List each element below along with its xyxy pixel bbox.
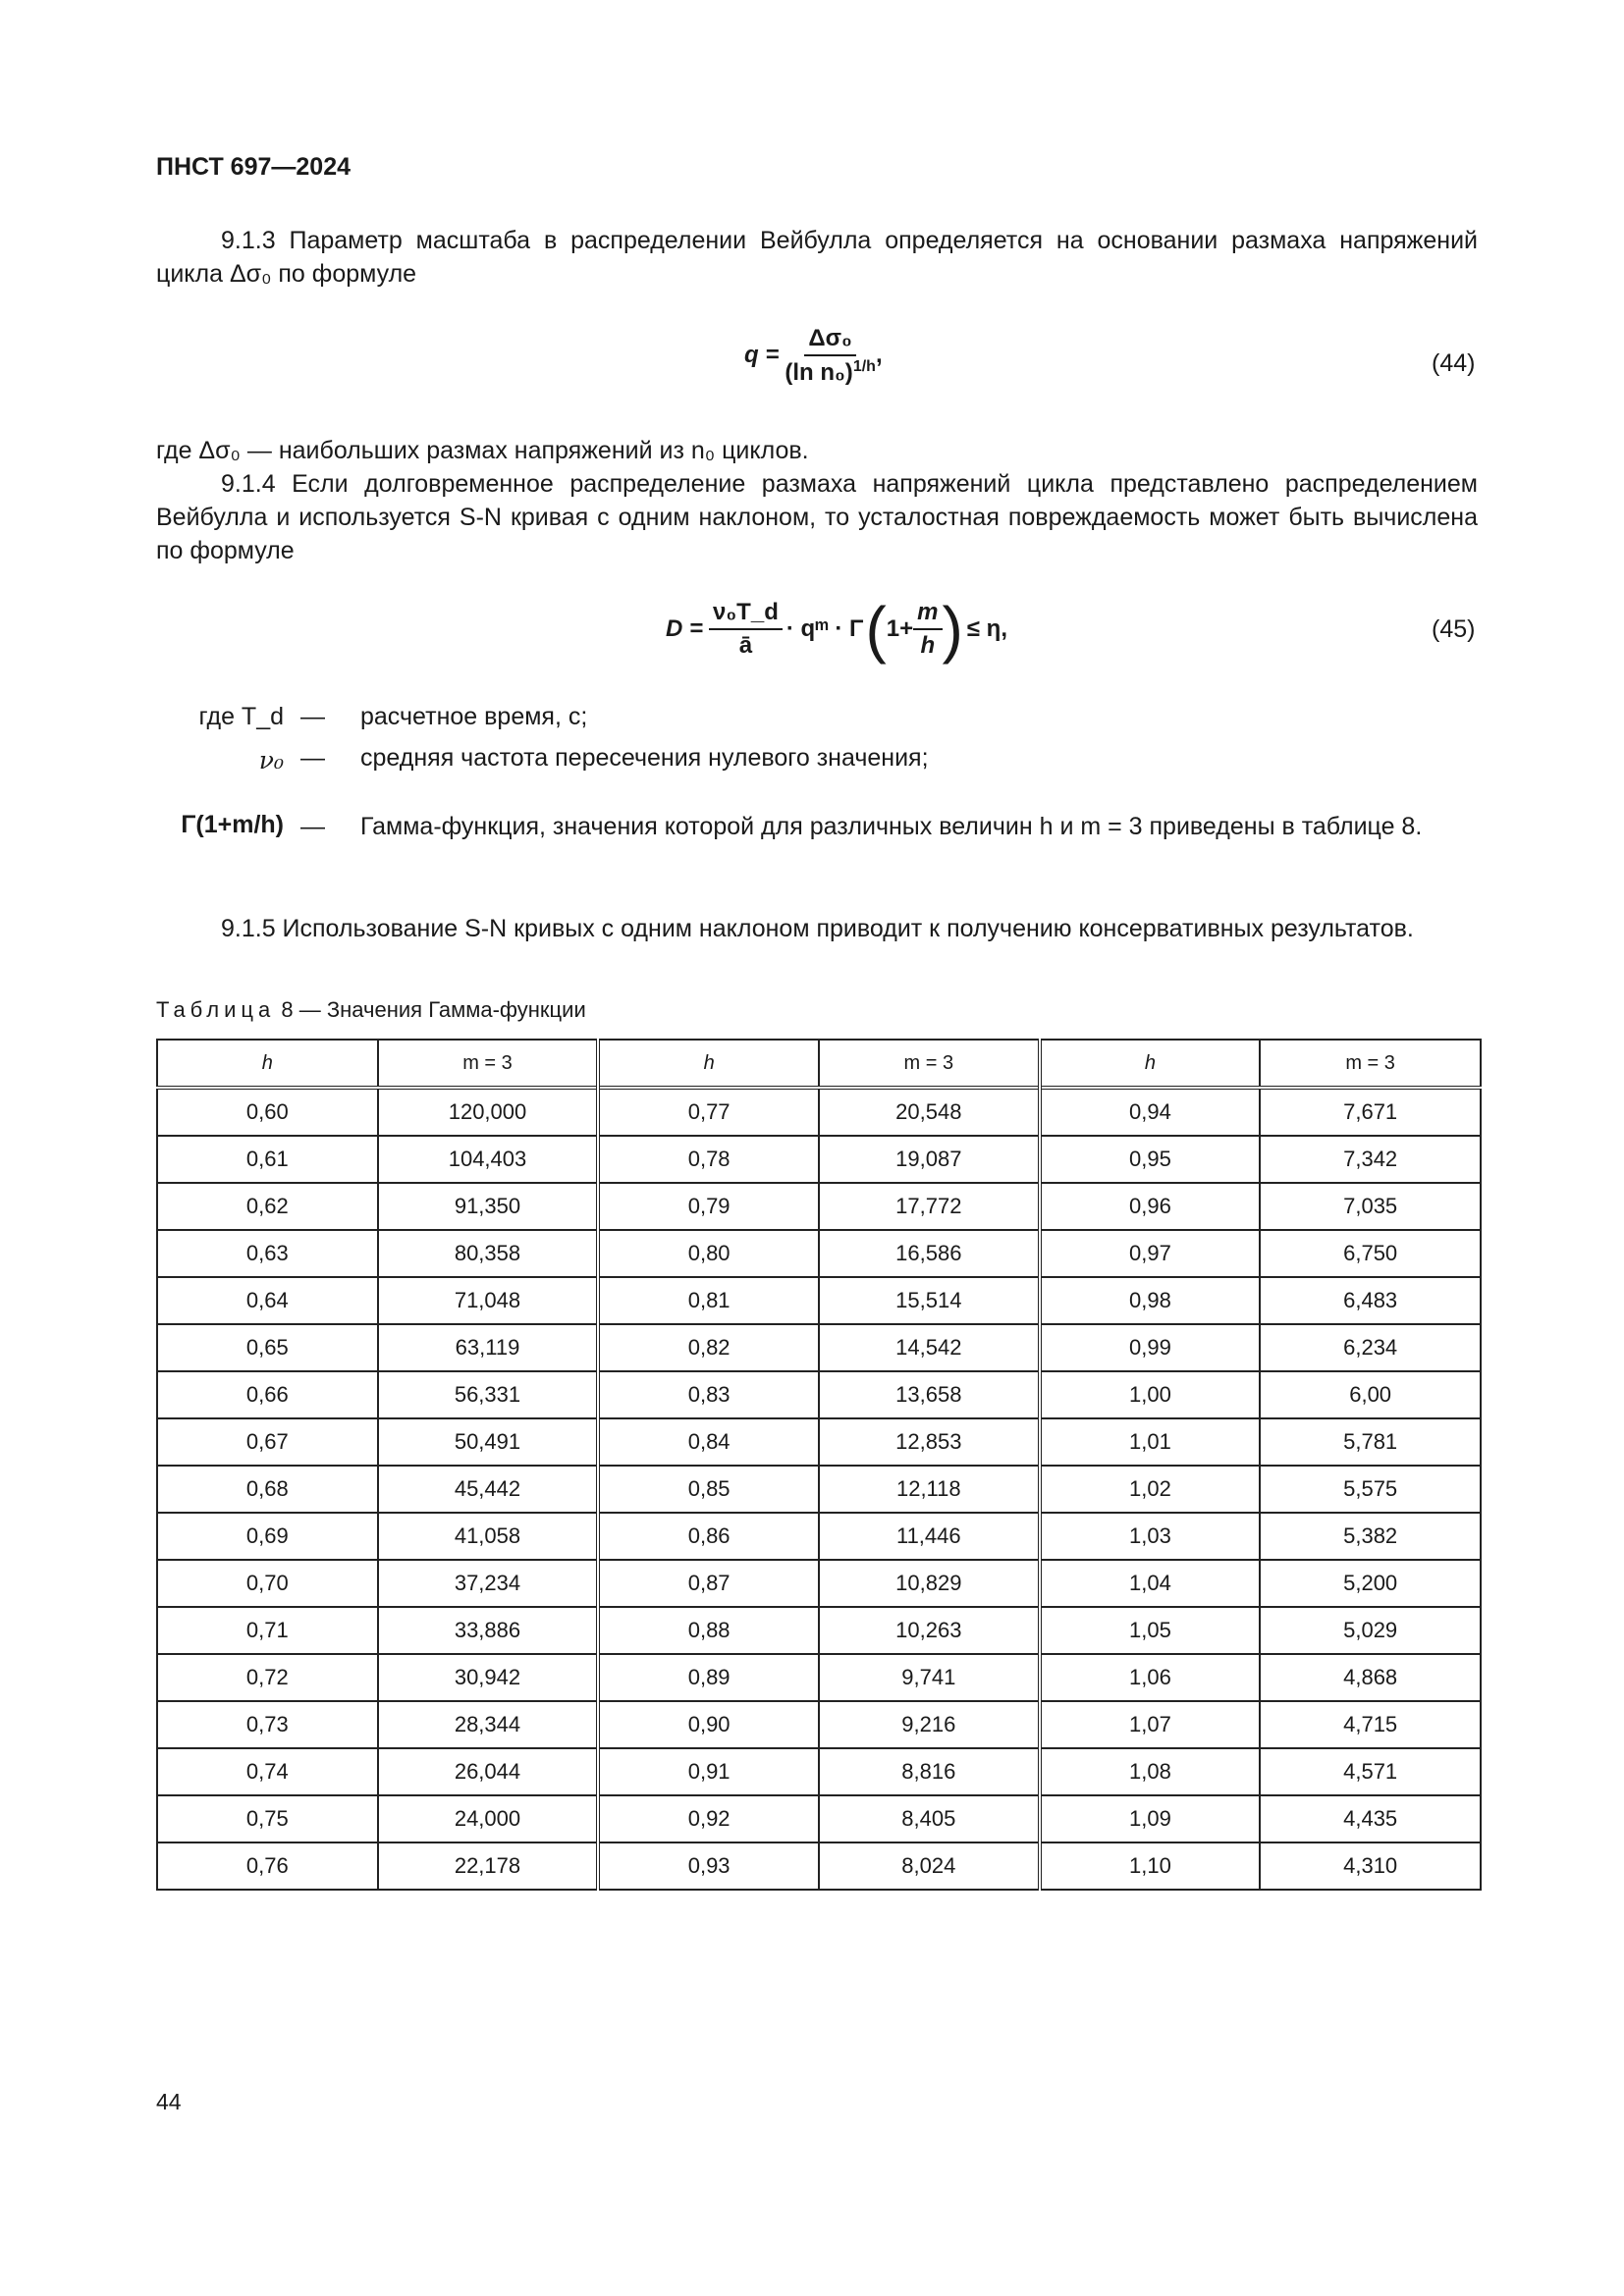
table-cell: 15,514 bbox=[819, 1277, 1040, 1324]
table-cell: 7,671 bbox=[1260, 1088, 1481, 1136]
table-cell: 0,78 bbox=[598, 1136, 819, 1183]
table-row bbox=[157, 1371, 1481, 1418]
table-cell: 50,491 bbox=[378, 1418, 599, 1466]
table-row bbox=[157, 1748, 1481, 1795]
table-cell: 0,90 bbox=[598, 1701, 819, 1748]
table-cell: 1,04 bbox=[1040, 1560, 1261, 1607]
table-cell: 0,70 bbox=[157, 1560, 378, 1607]
table-cell: 0,92 bbox=[598, 1795, 819, 1842]
table-row bbox=[157, 1607, 1481, 1654]
formula-45-inner-den: h bbox=[920, 632, 936, 659]
table-row bbox=[157, 1088, 1481, 1136]
legend-text-gamma: Гамма-функция, значения которой для различных величин h и m = 3 приведены в таблице 8. bbox=[360, 813, 1423, 840]
table-cell: 6,483 bbox=[1260, 1277, 1481, 1324]
table-cell: 0,87 bbox=[598, 1560, 819, 1607]
legend-symbol-nu0: ν₀ bbox=[258, 746, 284, 774]
paragraph-9-1-4: 9.1.4 Если долговременное распределение размаха напряжений цикла представлено распределением Вейбулла и используется S-N кривая с одним наклоном, то усталостная повреждаемость может быть вычислена по формуле bbox=[156, 470, 1478, 564]
table-cell: 0,98 bbox=[1040, 1277, 1261, 1324]
table-cell: 0,69 bbox=[157, 1513, 378, 1560]
table-cell: 0,77 bbox=[598, 1088, 819, 1136]
table-cell: 19,087 bbox=[819, 1136, 1040, 1183]
formula-44-trail: , bbox=[875, 342, 883, 368]
table-cell: 6,750 bbox=[1260, 1230, 1481, 1277]
table-8 bbox=[156, 1039, 1482, 1891]
formula-44-lhs: q = bbox=[744, 342, 780, 368]
table-cell: 14,542 bbox=[819, 1324, 1040, 1371]
table-cell: 91,350 bbox=[378, 1183, 599, 1230]
page-number: 44 bbox=[156, 2089, 182, 2114]
table-cell: 1,05 bbox=[1040, 1607, 1261, 1654]
table-cell: 1,02 bbox=[1040, 1466, 1261, 1513]
table-cell: 0,75 bbox=[157, 1795, 378, 1842]
table-cell: 16,586 bbox=[819, 1230, 1040, 1277]
table-cell: 0,89 bbox=[598, 1654, 819, 1701]
table-cell: 63,119 bbox=[378, 1324, 599, 1371]
formula-44-number: (44) bbox=[1432, 349, 1476, 377]
table-cell: 13,658 bbox=[819, 1371, 1040, 1418]
table-cell: 5,575 bbox=[1260, 1466, 1481, 1513]
table-cell: 0,67 bbox=[157, 1418, 378, 1466]
table-cell: 1,10 bbox=[1040, 1842, 1261, 1890]
formula-44-exponent: 1/h bbox=[852, 357, 876, 375]
table-row bbox=[157, 1324, 1481, 1371]
table-8-caption bbox=[156, 997, 586, 1023]
table-cell: 4,435 bbox=[1260, 1795, 1481, 1842]
table-8-caption-rest: 8 — Значения Гамма-функции bbox=[281, 997, 586, 1022]
table-cell: 0,76 bbox=[157, 1842, 378, 1890]
table-cell: 26,044 bbox=[378, 1748, 599, 1795]
table-cell: 41,058 bbox=[378, 1513, 599, 1560]
table-row bbox=[157, 1795, 1481, 1842]
table-cell: 0,72 bbox=[157, 1654, 378, 1701]
table-cell: 37,234 bbox=[378, 1560, 599, 1607]
table-header-row bbox=[157, 1040, 1481, 1088]
table-cell: 1,09 bbox=[1040, 1795, 1261, 1842]
table-cell: 0,85 bbox=[598, 1466, 819, 1513]
formula-44-denominator: (ln n₀) bbox=[785, 358, 853, 386]
table-cell: 56,331 bbox=[378, 1371, 599, 1418]
table-cell: 104,403 bbox=[378, 1136, 599, 1183]
table-cell: 0,94 bbox=[1040, 1088, 1261, 1136]
table-cell: 0,62 bbox=[157, 1183, 378, 1230]
table-cell: 8,816 bbox=[819, 1748, 1040, 1795]
table-row bbox=[157, 1277, 1481, 1324]
table-cell: 0,97 bbox=[1040, 1230, 1261, 1277]
formula-45-inner-num: m bbox=[913, 599, 942, 630]
table-cell: 10,829 bbox=[819, 1560, 1040, 1607]
table-cell: 7,035 bbox=[1260, 1183, 1481, 1230]
formula-44-denominator-wrap bbox=[785, 356, 876, 387]
formula-45-fraction bbox=[709, 599, 783, 660]
table-cell: 1,08 bbox=[1040, 1748, 1261, 1795]
table-cell: 6,00 bbox=[1260, 1371, 1481, 1418]
legend-text-td: расчетное время, с; bbox=[360, 703, 588, 730]
table-cell: 0,99 bbox=[1040, 1324, 1261, 1371]
table-cell: 4,715 bbox=[1260, 1701, 1481, 1748]
table-header-cell: h bbox=[598, 1040, 819, 1088]
document-id: ПНСТ 697—2024 bbox=[156, 153, 351, 181]
table-cell: 0,64 bbox=[157, 1277, 378, 1324]
table-row bbox=[157, 1418, 1481, 1466]
table-cell: 0,91 bbox=[598, 1748, 819, 1795]
table-cell: 0,60 bbox=[157, 1088, 378, 1136]
table-row bbox=[157, 1560, 1481, 1607]
table-cell: 1,06 bbox=[1040, 1654, 1261, 1701]
table-cell: 24,000 bbox=[378, 1795, 599, 1842]
table-cell: 0,95 bbox=[1040, 1136, 1261, 1183]
table-cell: 0,61 bbox=[157, 1136, 378, 1183]
table-cell: 10,263 bbox=[819, 1607, 1040, 1654]
table-cell: 0,71 bbox=[157, 1607, 378, 1654]
table-cell: 71,048 bbox=[378, 1277, 599, 1324]
table-cell: 0,93 bbox=[598, 1842, 819, 1890]
formula-44-fraction bbox=[785, 325, 876, 387]
table-cell: 0,84 bbox=[598, 1418, 819, 1466]
table-cell: 0,80 bbox=[598, 1230, 819, 1277]
table-row bbox=[157, 1513, 1481, 1560]
formula-45-left-paren: ( bbox=[865, 594, 887, 665]
table-cell: 80,358 bbox=[378, 1230, 599, 1277]
where-44: где Δσ₀ — наибольших размах напряжений из n₀ циклов. bbox=[156, 437, 809, 464]
paragraph-9-1-3: 9.1.3 Параметр масштаба в распределении Вейбулла определяется на основании размаха напряжений цикла Δσ₀ по формуле bbox=[156, 227, 1478, 288]
legend-dash-gamma: — bbox=[300, 813, 325, 840]
table-cell: 7,342 bbox=[1260, 1136, 1481, 1183]
table-cell: 9,741 bbox=[819, 1654, 1040, 1701]
table-cell: 11,446 bbox=[819, 1513, 1040, 1560]
table-8-caption-word: Таблица bbox=[156, 997, 276, 1022]
table-cell: 22,178 bbox=[378, 1842, 599, 1890]
table-cell: 28,344 bbox=[378, 1701, 599, 1748]
table-cell: 6,234 bbox=[1260, 1324, 1481, 1371]
table-row bbox=[157, 1230, 1481, 1277]
table-cell: 0,81 bbox=[598, 1277, 819, 1324]
table-header-cell: h bbox=[157, 1040, 378, 1088]
formula-45-inner-one: 1+ bbox=[886, 615, 914, 642]
table-cell: 17,772 bbox=[819, 1183, 1040, 1230]
table-cell: 0,68 bbox=[157, 1466, 378, 1513]
formula-45-numerator: ν₀T_d bbox=[709, 599, 783, 630]
legend-dash-td: — bbox=[300, 703, 325, 730]
formula-45-lhs: D = bbox=[666, 615, 704, 642]
table-cell: 33,886 bbox=[378, 1607, 599, 1654]
table-cell: 9,216 bbox=[819, 1701, 1040, 1748]
table-cell: 0,73 bbox=[157, 1701, 378, 1748]
table-cell: 1,03 bbox=[1040, 1513, 1261, 1560]
table-cell: 0,83 bbox=[598, 1371, 819, 1418]
table-cell: 0,88 bbox=[598, 1607, 819, 1654]
table-cell: 0,63 bbox=[157, 1230, 378, 1277]
table-cell: 0,79 bbox=[598, 1183, 819, 1230]
formula-45-inner-fraction bbox=[913, 599, 942, 660]
table-cell: 20,548 bbox=[819, 1088, 1040, 1136]
table-cell: 5,781 bbox=[1260, 1418, 1481, 1466]
table-cell: 45,442 bbox=[378, 1466, 599, 1513]
table-row bbox=[157, 1136, 1481, 1183]
legend-dash-nu0: — bbox=[300, 744, 325, 772]
table-cell: 12,118 bbox=[819, 1466, 1040, 1513]
formula-45-tail: ≤ η, bbox=[966, 615, 1007, 642]
formula-45-number: (45) bbox=[1432, 615, 1476, 643]
table-cell: 0,65 bbox=[157, 1324, 378, 1371]
table-cell: 4,310 bbox=[1260, 1842, 1481, 1890]
formula-44-numerator: Δσ₀ bbox=[804, 325, 855, 356]
table-header-cell: m = 3 bbox=[819, 1040, 1040, 1088]
formula-45-denominator: ā bbox=[738, 632, 753, 659]
table-header-cell: m = 3 bbox=[378, 1040, 599, 1088]
formula-45-right-paren: ) bbox=[942, 594, 963, 665]
table-header-cell: m = 3 bbox=[1260, 1040, 1481, 1088]
formula-45 bbox=[666, 585, 1007, 673]
table-cell: 1,01 bbox=[1040, 1418, 1261, 1466]
formula-45-middle: · qᵐ · Γ bbox=[785, 615, 864, 642]
table-cell: 5,200 bbox=[1260, 1560, 1481, 1607]
legend-text-nu0: средняя частота пересечения нулевого значения; bbox=[360, 744, 929, 772]
table-cell: 120,000 bbox=[378, 1088, 599, 1136]
table-cell: 0,66 bbox=[157, 1371, 378, 1418]
table-row bbox=[157, 1183, 1481, 1230]
table-cell: 0,74 bbox=[157, 1748, 378, 1795]
table-cell: 4,868 bbox=[1260, 1654, 1481, 1701]
table-row bbox=[157, 1466, 1481, 1513]
table-cell: 0,86 bbox=[598, 1513, 819, 1560]
table-cell: 5,029 bbox=[1260, 1607, 1481, 1654]
formula-44 bbox=[744, 316, 883, 395]
table-cell: 8,024 bbox=[819, 1842, 1040, 1890]
table-cell: 8,405 bbox=[819, 1795, 1040, 1842]
legend-symbol-gamma: Γ(1+m/h) bbox=[181, 811, 284, 838]
table-row bbox=[157, 1654, 1481, 1701]
table-cell: 1,00 bbox=[1040, 1371, 1261, 1418]
table-cell: 30,942 bbox=[378, 1654, 599, 1701]
table-cell: 0,96 bbox=[1040, 1183, 1261, 1230]
table-row bbox=[157, 1842, 1481, 1890]
legend-symbol-td: где T_d bbox=[198, 703, 284, 730]
table-cell: 4,571 bbox=[1260, 1748, 1481, 1795]
table-cell: 1,07 bbox=[1040, 1701, 1261, 1748]
table-cell: 5,382 bbox=[1260, 1513, 1481, 1560]
table-cell: 12,853 bbox=[819, 1418, 1040, 1466]
paragraph-9-1-5: 9.1.5 Использование S-N кривых с одним наклоном приводит к получению консервативных результатов. bbox=[221, 915, 1414, 942]
table-cell: 0,82 bbox=[598, 1324, 819, 1371]
table-row bbox=[157, 1701, 1481, 1748]
table-header-cell: h bbox=[1040, 1040, 1261, 1088]
